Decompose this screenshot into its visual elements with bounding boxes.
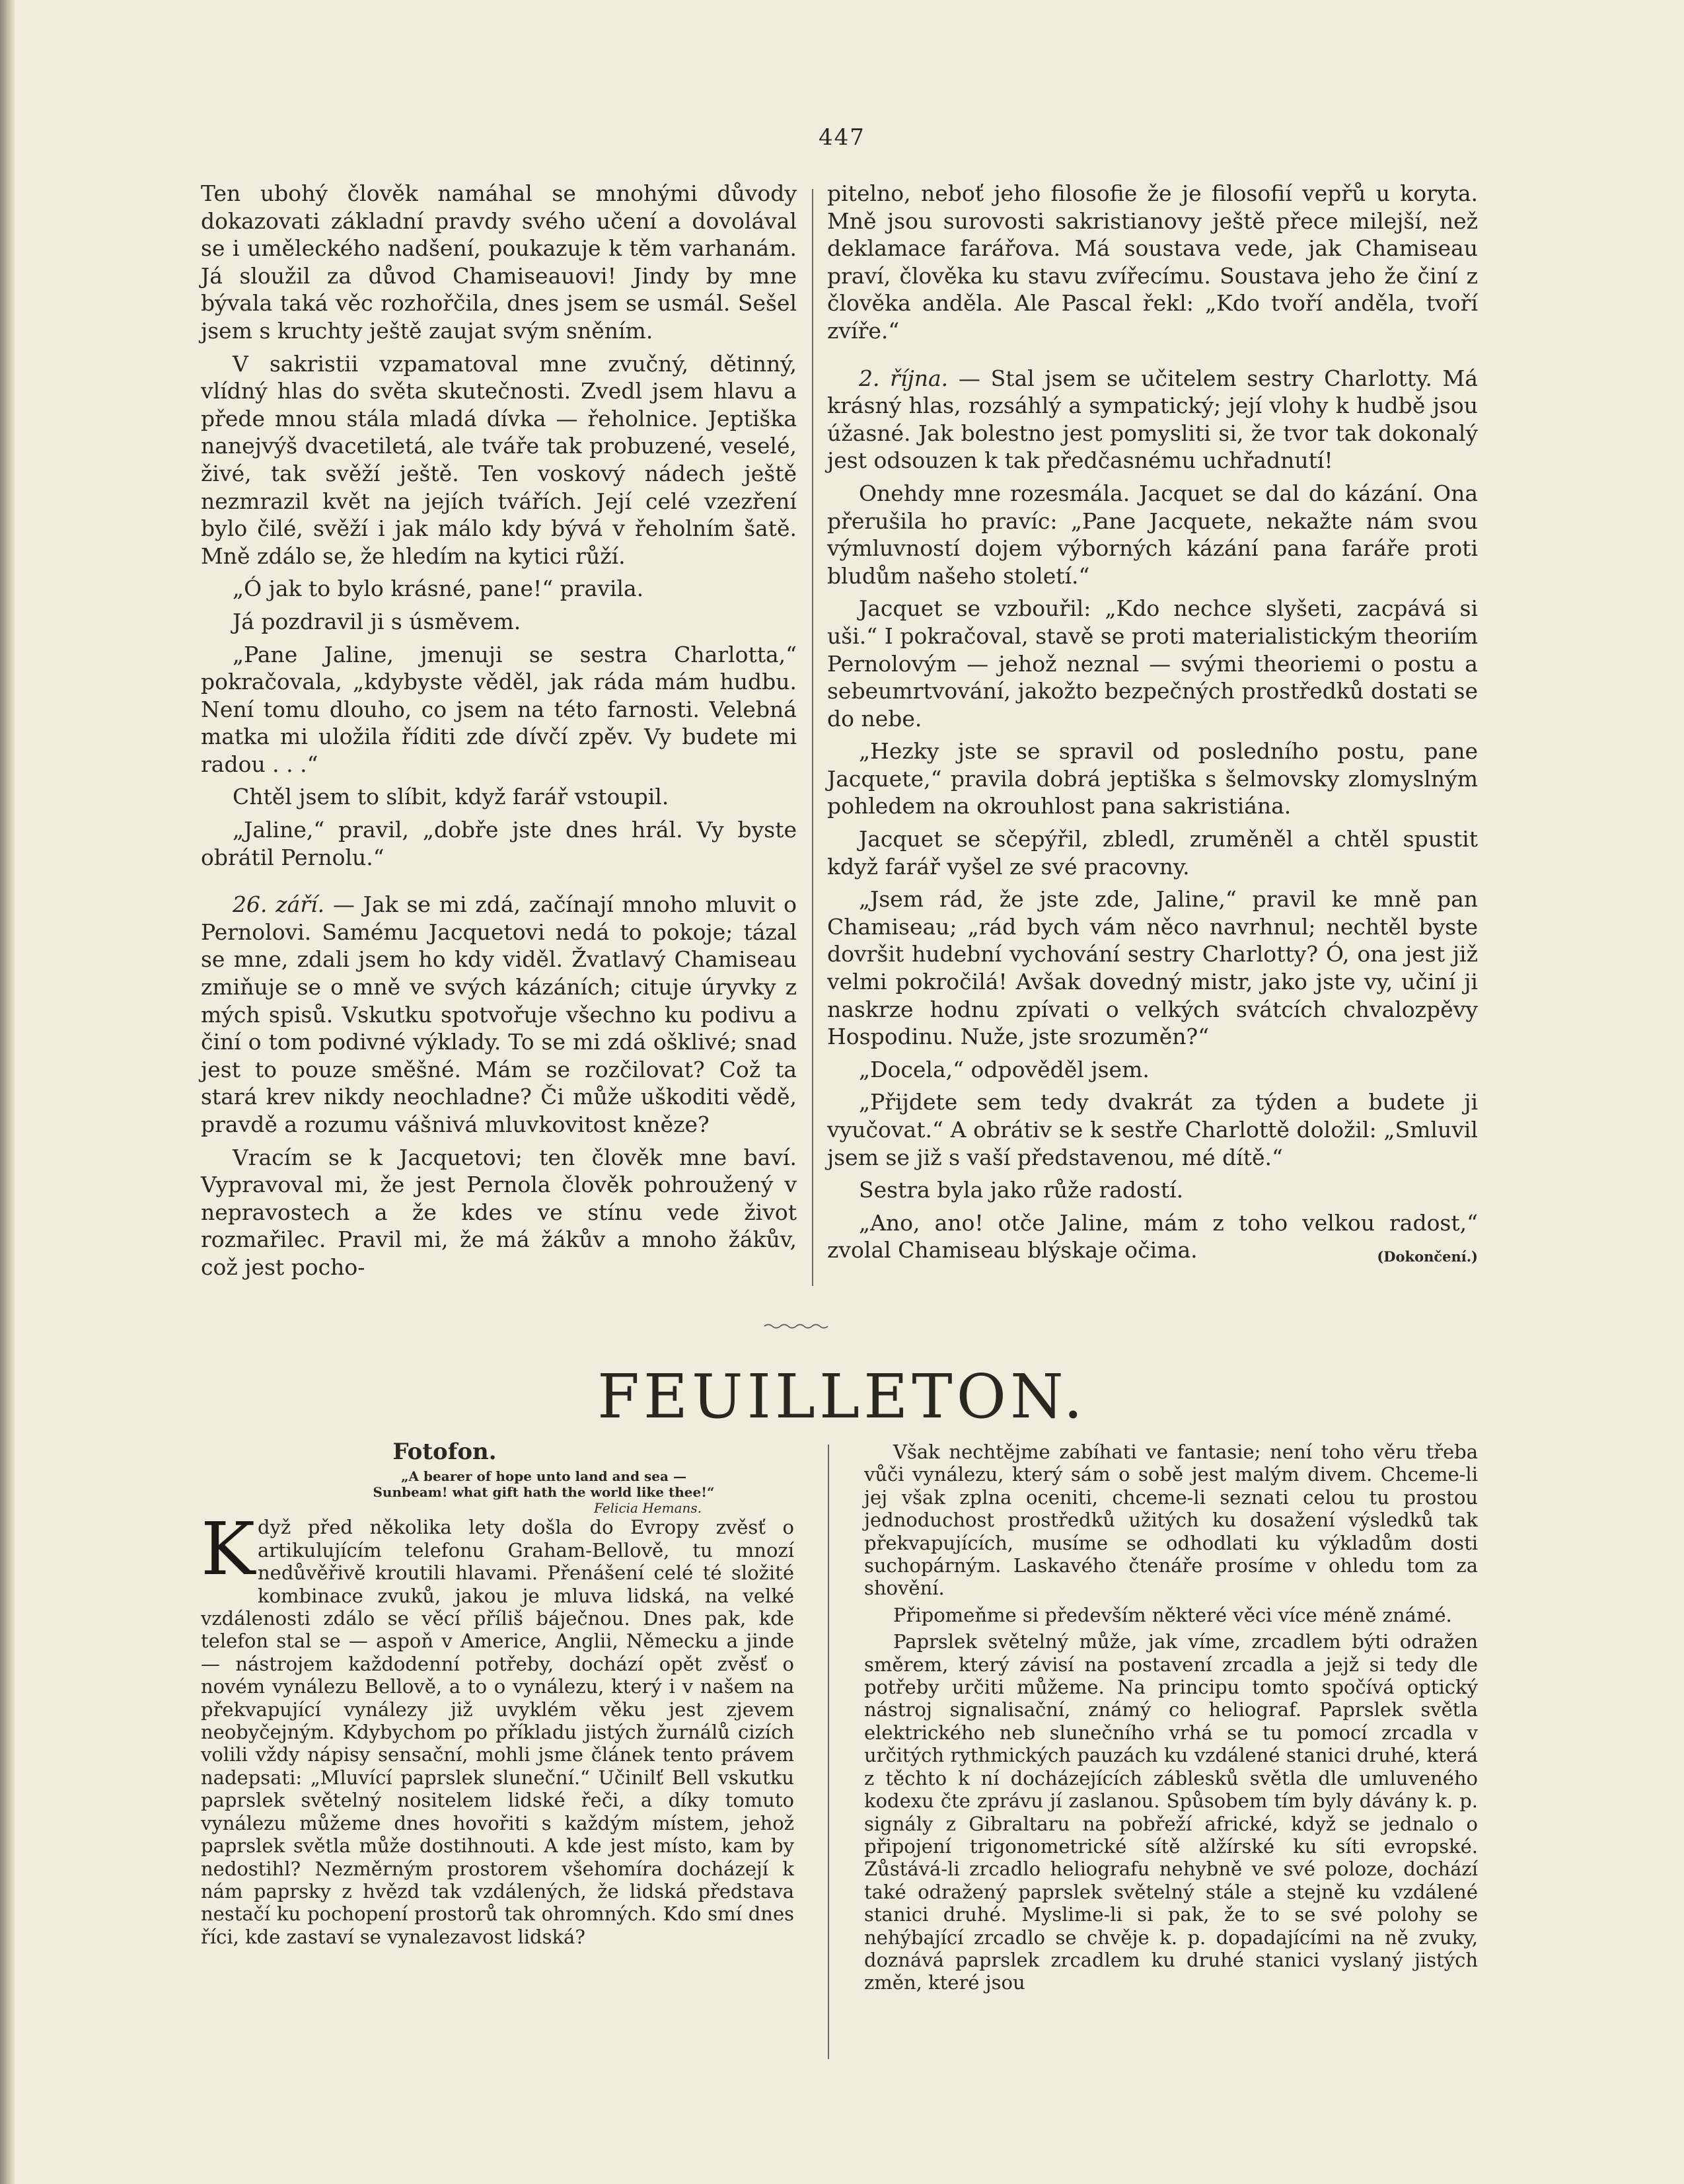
story-paragraph: „Jaline,“ pravil, „dobře jste dnes hrál. Vy byste obrátil Pernolu.“ [201,817,797,870]
feuilleton-column-right [864,1441,1478,1998]
story-paragraph: Já pozdravil ji s úsměvem. [233,608,521,634]
story-paragraph: pitelno, neboť jeho filosofie že je filosofií vepřů u koryta. Mně jsou surovosti sakristianovy ještě přece milejší, než deklamace farářova. Má soustava vede, jak Chamiseau praví, člověka ku stavu zvířecímu. Soustava jeho že činí z člověka anděla. Ale Pascal řekl: „Kdo tvoří anděla, tvoří zvíře.“ [827,180,1478,344]
story-column-right [827,180,1478,1271]
epigraph-line: „A bearer of hope unto land and sea — [401,1468,686,1485]
epigraph [293,1468,794,1516]
story-paragraph: „Pane Jaline, jmenuji se sestra Charlotta,“ pokračovala, „kdybyste věděl, jak ráda mám hudbu. Není tomu dlouho, co jsem na této farnosti. Velebná matka mi uložila říditi zde dívčí zpěv. Vy budete mi radou . . .“ [201,641,797,777]
story-paragraph: Jacquet se sčepýřil, zbledl, zruměněl a chtěl spustit když farář vyšel ze své pracovny. [827,826,1478,880]
article-paragraph: Paprslek světelný může, jak víme, zrcadlem býti odražen směrem, který závisí na postavení zrcadla a jejž si tedy dle potřeby určiti můžeme. Na principu tomto spočívá optický nástroj signalisační, známý co heliograf. Paprslek světla elektrického neb slunečního vrhá se tu pomocí zrcadla v určitých rythmických pauzách ku vzdálené stanici druhé, která z těchto k ní docházejících záblesků světla dle umluveného kodexu čte zprávu jí zaslanou. Spůsobem tím byly dávány k. p. signály z Gibraltaru na pobřeží africké, když se jednalo o připojení trigonometrické sítě alžírské ku síti evropské. Zůstává-li zrcadlo heliografu nehybně ve své poloze, dochází také odražený paprslek světelný stále a stejně ku vzdálené stanici druhé. Myslime-li si pak, že to se své polohy se nehýbající zrcadlo se chvěje k. p. dopadajícími na ně zvuky, doznává paprslek zrcadlem ku druhé stanici vyslaný jistých změn, které jsou [864,1630,1478,1994]
story-paragraph-text: — Stal jsem se učitelem sestry Charlotty. Má krásný hlas, rozsáhlý a sympatický; její vlohy k hudbě jsou úžasné. Jak bolestno jest pomysliti si, že tvor tak dokonalý jest odsouzen k tak předčasnému uchřadnutí! [827,365,1478,474]
story-paragraph: Onehdy mne rozesmála. Jacquet se dal do kázání. Ona přerušila ho pravíc: „Pane Jacquete, nekažte nám svou výmluvností dojem výborných kázání pana faráře proti bludům našeho století.“ [827,480,1478,589]
column-divider [812,189,813,1286]
epigraph-author: Felicia Hemans. [594,1500,702,1517]
story-paragraph: Jacquet se vzbouřil: „Kdo nechce slyšeti, zacpává si uši.“ I pokračoval, stavě se proti materialistickým theoriím Pernolovým — jehož neznal — svými theoriemi o postu a sebeumrtvování, jakožto bezpečných prostředků dostati se do nebe. [827,595,1478,732]
story-paragraph [827,1209,1478,1264]
story-paragraph-text: „Ano, ano! otče Jaline, mám z toho velkou radost,“ zvolal Chamiseau blýskaje očima. [827,1209,1478,1263]
page-edge-shadow [0,0,15,2184]
story-paragraph: V sakristii vzpamatoval mne zvučný, dětinný, vlídný hlas do světa skutečnosti. Zvedl jsem hlavu a přede mnou stála mladá dívka — řeholnice. Jeptiška nanejvýš dvacetiletá, ale tváře tak probuzené, veselé, živé, tak svěží ještě. Ten voskový nádech ještě nezmrazil květ na jejích tvářích. Její celé vzezření bylo čilé, svěží i jak málo kdy bývá v řeholním šatě. Mně zdálo se, že hledím na kytici růží. [201,350,797,569]
article-paragraph: Připomeňme si především některé věci více méně známé. [893,1603,1452,1626]
story-column-left [201,180,797,1287]
article-paragraph-text: dyž před několika lety došla do Evropy zvěsť o artikulujícím telefonu Graham-Bellově, tu mnozí nedůvěřivě kroutili hlavami. Přenášení celé té složité kombinace zvuků, jakou je mluva lidská, na velké vzdálenosti zdálo se věcí příliš báječnou. Dnes pak, kde telefon stal se — aspoň v Americe, Anglii, Německu a jinde — nástrojem každodenní potřeby, dochází opět zvěsť o novém vynálezu Bellově, a to o vynálezu, který i v našem na překvapující vynálezy již uvyklém věku jest zjevem neobyčejným. Kdybychom po příkladu jistých žurnálů cizích volili vždy nápisy sensační, mohli jsme článek tento právem nadepsati: „Mluvící paprslek sluneční.“ Učinilť Bell vskutku paprslek světelný nositelem lidské řeči, a díky tomuto vynálezu můžeme dnes hovořiti s každým místem, jehož paprslek světla může dostihnouti. A kde jest místo, kam by nedostihl? Nezměrným prostorem všehomíra docházejí k nám paprsky z hvězd tak vzdálených, že lidská představa nestačí ku pochopení prostorů tak ohromných. Kdo smí dnes říci, kde zastaví se vynalezavost lidská? [201,1516,794,1948]
story-paragraph-text: — Jak se mi zdá, začínají mnoho mluvit o Pernolovi. Samému Jacquetovi nedá to pokoje; tázal se mne, zdali jsem ho kdy viděl. Žvatlavý Chamiseau zmiňuje se o mně ve svých kázáních; cituje úryvky z mých spisů. Vskutku spotvořuje všechno ku podivu a činí o tom podivné výklady. To se mi zdá ošklivé; snad jest to pouze směšné. Mám se rozčilovat? Což ta stará krev nikdy neochladne? Či může uškoditi vědě, pravdě a rozumu vášnivá mluvkovitost kněze? [201,891,797,1137]
story-paragraph: „Hezky jste se spravil od posledního postu, pane Jacquete,“ pravila dobrá jeptiška s šelmovsky zlomyslným pohledem na okrouhlost pana sakristiána. [827,738,1478,819]
epigraph-line: Sunbeam! what gift hath the world like thee!“ [373,1484,715,1501]
page-number: 447 [819,124,865,151]
article-paragraph: Však nechtějme zabíhati ve fantasie; není toho věru třeba vůči vynálezu, který sám o sobě jest malým divem. Chceme-li jej však zplna oceniti, chceme-li seznati celou tu prostou jednoduchost prostředků užitých ku dosažení výsledků tak překvapujících, musíme se odhodlati ku výkladům dosti suchopárným. Laskavého čtenáře prosíme v ohledu tom za shovění. [864,1441,1478,1600]
entry-date: 2. října. [859,365,949,391]
story-paragraph: „Ó jak to bylo krásné, pane!“ pravila. [233,576,644,602]
article-title: Fotofon. [392,1439,497,1465]
drop-cap-initial: K [201,1507,256,1592]
feuilleton-column-left [201,1441,794,1952]
story-paragraph: „Jsem rád, že jste zde, Jaline,“ pravil ke mně pan Chamiseau; „rád bych vám něco navrhnul; nechtěl byste dovršit hudební vychování sestry Charlotty? Ó, ona jest již velmi pokročilá! Avšak dovedný mistr, jako jste vy, učiní ji naskrze hodnu zpívati o velkých svátcích chvalozpěvy Hospodinu. Nuže, jste srozuměn?“ [827,886,1478,1050]
continuation-note: (Dokončení.) [1377,1248,1478,1265]
story-paragraph: Sestra byla jako růže radostí. [859,1177,1184,1203]
story-paragraph: „Přijdete sem tedy dvakrát za týden a budete ji vyučovat.“ A obrátiv se k sestře Charlottě doložil: „Smluvil jsem se již s vaší představenou, mé dítě.“ [827,1089,1478,1170]
diary-entry [827,365,1478,474]
entry-date: 26. září. [233,891,325,918]
feuilleton-heading: FEUILLETON. [597,1361,1087,1432]
story-paragraph: Chtěl jsem to slíbit, když farář vstoupil. [233,784,669,810]
ornament-divider [763,1322,829,1331]
story-paragraph: Ten ubohý člověk namáhal se mnohými důvody dokazovati základní pravdy svého učení a dovolával se i uměleckého nadšení, poukazuje k těm varhanám. Já sloužil za důvod Chamiseauovi! Jindy by mne bývala taká věc rozhořčila, dnes jsem se usmál. Sešel jsem s kruchty ještě zaujat svým sněním. [201,180,797,344]
story-paragraph: „Docela,“ odpověděl jsem. [859,1056,1150,1082]
story-paragraph: Vracím se k Jacquetovi; ten člověk mne baví. Vypravoval mi, že jest Pernola člověk pohroužený v nepravostech a že kdes ve stínu vede život rozmařilec. Pravil mi, že má žákův a mnoho žákův, což jest pocho- [201,1144,797,1280]
column-divider [828,1445,829,2059]
diary-entry [201,891,797,1138]
